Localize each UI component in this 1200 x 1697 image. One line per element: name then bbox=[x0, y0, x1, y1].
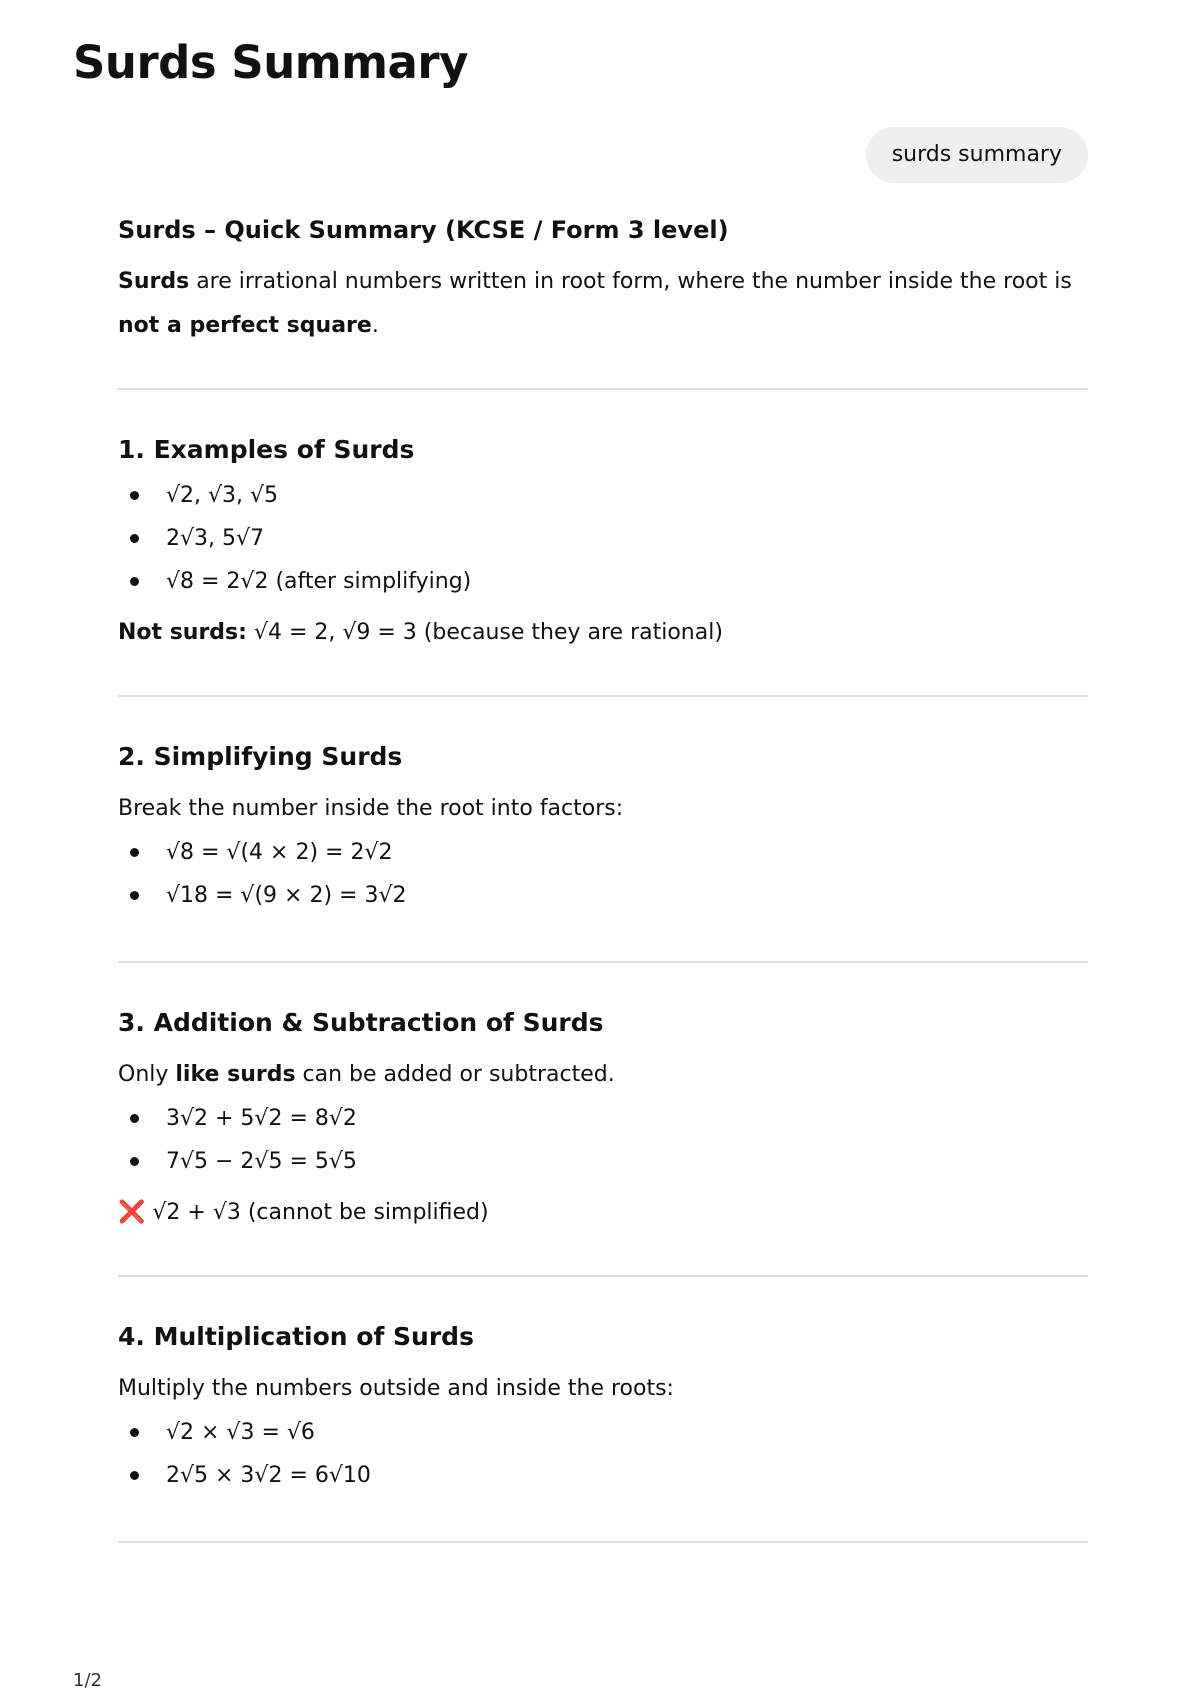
not-surds-label: Not surds: bbox=[118, 620, 247, 645]
list-item: 2√5 × 3√2 = 6√10 bbox=[118, 1454, 1088, 1497]
list-item: √2, √3, √5 bbox=[118, 474, 1088, 517]
divider bbox=[118, 961, 1088, 963]
list-item: √2 × √3 = √6 bbox=[118, 1411, 1088, 1454]
cannot-simplify-text: √2 + √3 (cannot be simplified) bbox=[145, 1200, 489, 1225]
definition-emphasis: not a perfect square bbox=[118, 313, 372, 338]
simplifying-list bbox=[118, 831, 1088, 917]
definition-text: are irrational numbers written in root form, where the number inside the root is bbox=[189, 269, 1072, 294]
addition-intro-end: can be added or subtracted. bbox=[295, 1062, 615, 1087]
section-heading-examples: 1. Examples of Surds bbox=[118, 435, 415, 464]
divider bbox=[118, 388, 1088, 390]
cross-icon: ❌ bbox=[118, 1200, 146, 1225]
not-surds-text: √4 = 2, √9 = 3 (because they are rational) bbox=[246, 620, 723, 645]
examples-list bbox=[118, 474, 1088, 603]
divider bbox=[118, 1275, 1088, 1277]
addition-intro-bold: like surds bbox=[175, 1062, 296, 1087]
section-heading-addition: 3. Addition & Subtraction of Surds bbox=[118, 1008, 604, 1037]
intro-heading: Surds – Quick Summary (KCSE / Form 3 level) bbox=[118, 216, 729, 244]
summary-content bbox=[118, 210, 1088, 1543]
multiplication-intro: Multiply the numbers outside and inside the roots: bbox=[118, 1376, 674, 1401]
intro-definition bbox=[118, 260, 1088, 348]
list-item: √18 = √(9 × 2) = 3√2 bbox=[118, 874, 1088, 917]
not-surds-note bbox=[118, 611, 1088, 655]
page-title: Surds Summary bbox=[73, 36, 468, 89]
addition-intro bbox=[118, 1053, 1088, 1097]
section-heading-multiplication: 4. Multiplication of Surds bbox=[118, 1322, 474, 1351]
multiplication-list bbox=[118, 1411, 1088, 1497]
summary-tag-chip[interactable]: surds summary bbox=[866, 127, 1088, 183]
list-item: 3√2 + 5√2 = 8√2 bbox=[118, 1097, 1088, 1140]
divider bbox=[118, 1541, 1088, 1543]
list-item: 2√3, 5√7 bbox=[118, 517, 1088, 560]
section-heading-simplifying: 2. Simplifying Surds bbox=[118, 742, 403, 771]
addition-intro-start: Only bbox=[118, 1062, 176, 1087]
list-item: √8 = 2√2 (after simplifying) bbox=[118, 560, 1088, 603]
list-item: √8 = √(4 × 2) = 2√2 bbox=[118, 831, 1088, 874]
definition-term: Surds bbox=[118, 269, 190, 294]
list-item: 7√5 − 2√5 = 5√5 bbox=[118, 1140, 1088, 1183]
addition-list bbox=[118, 1097, 1088, 1183]
cannot-simplify-note bbox=[118, 1191, 1088, 1235]
simplifying-intro: Break the number inside the root into factors: bbox=[118, 796, 624, 821]
divider bbox=[118, 695, 1088, 697]
page-number: 1/2 bbox=[73, 1670, 102, 1691]
definition-end: . bbox=[371, 313, 379, 338]
